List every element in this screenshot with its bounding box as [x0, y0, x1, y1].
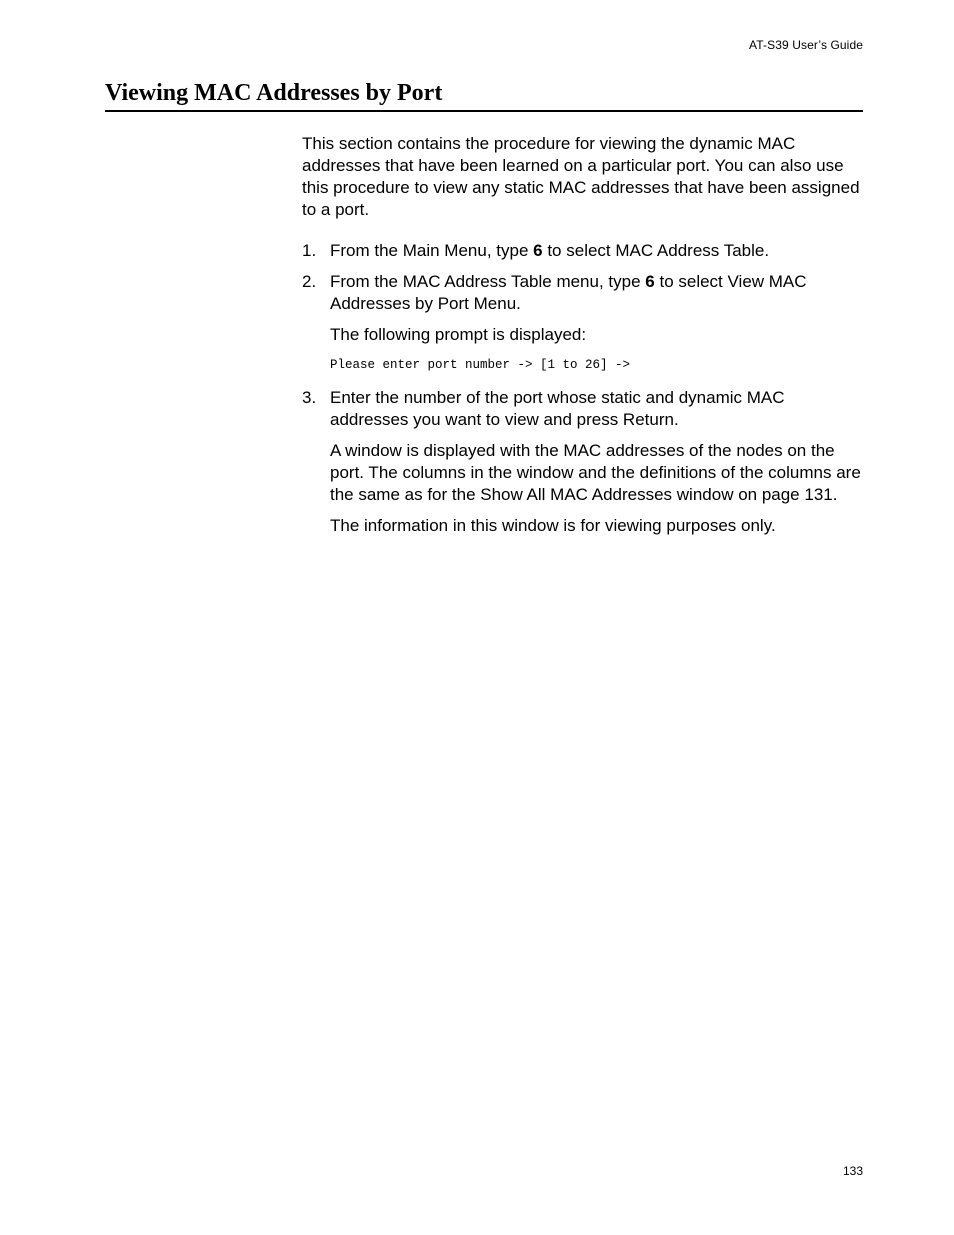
step-number: 2. [302, 272, 317, 291]
page-number: 133 [842, 1164, 863, 1178]
step-body [330, 240, 862, 262]
step-number: 1. [302, 241, 317, 260]
step-text: From the Main Menu, type 6 to select MAC Address Table. [330, 241, 770, 260]
step-text: Enter the number of the port whose static and dynamic MAC addresses you want to view and press Return. [330, 388, 785, 429]
section-title: Viewing MAC Addresses by Port [105, 78, 863, 112]
step-number: 3. [302, 388, 317, 407]
key-input: 6 [533, 241, 543, 260]
command-prompt: Please enter port number -> [1 to 26] -> [330, 358, 631, 372]
step-1 [302, 240, 862, 262]
step-2 [302, 271, 862, 378]
step-note: A window is displayed with the MAC addresses of the nodes on the port. The columns in the window and the definitions of the columns are the same as for the Show All MAC Addresses window on page 131. [330, 441, 861, 504]
step-note: The information in this window is for viewing purposes only. [330, 516, 776, 535]
intro-paragraph: This section contains the procedure for viewing the dynamic MAC addresses that have been learned on a particular port. You can also use this procedure to view any static MAC addresses that have been assigned to a port. [302, 134, 860, 219]
running-header: AT-S39 User’s Guide [749, 38, 863, 52]
step-note: The following prompt is displayed: [330, 325, 587, 344]
key-input: 6 [645, 272, 655, 291]
step-body [330, 387, 862, 537]
step-body [330, 271, 862, 378]
step-3 [302, 387, 862, 537]
section-content [302, 133, 862, 546]
step-text: From the MAC Address Table menu, type 6 to select View MAC Addresses by Port Menu. [330, 272, 807, 313]
